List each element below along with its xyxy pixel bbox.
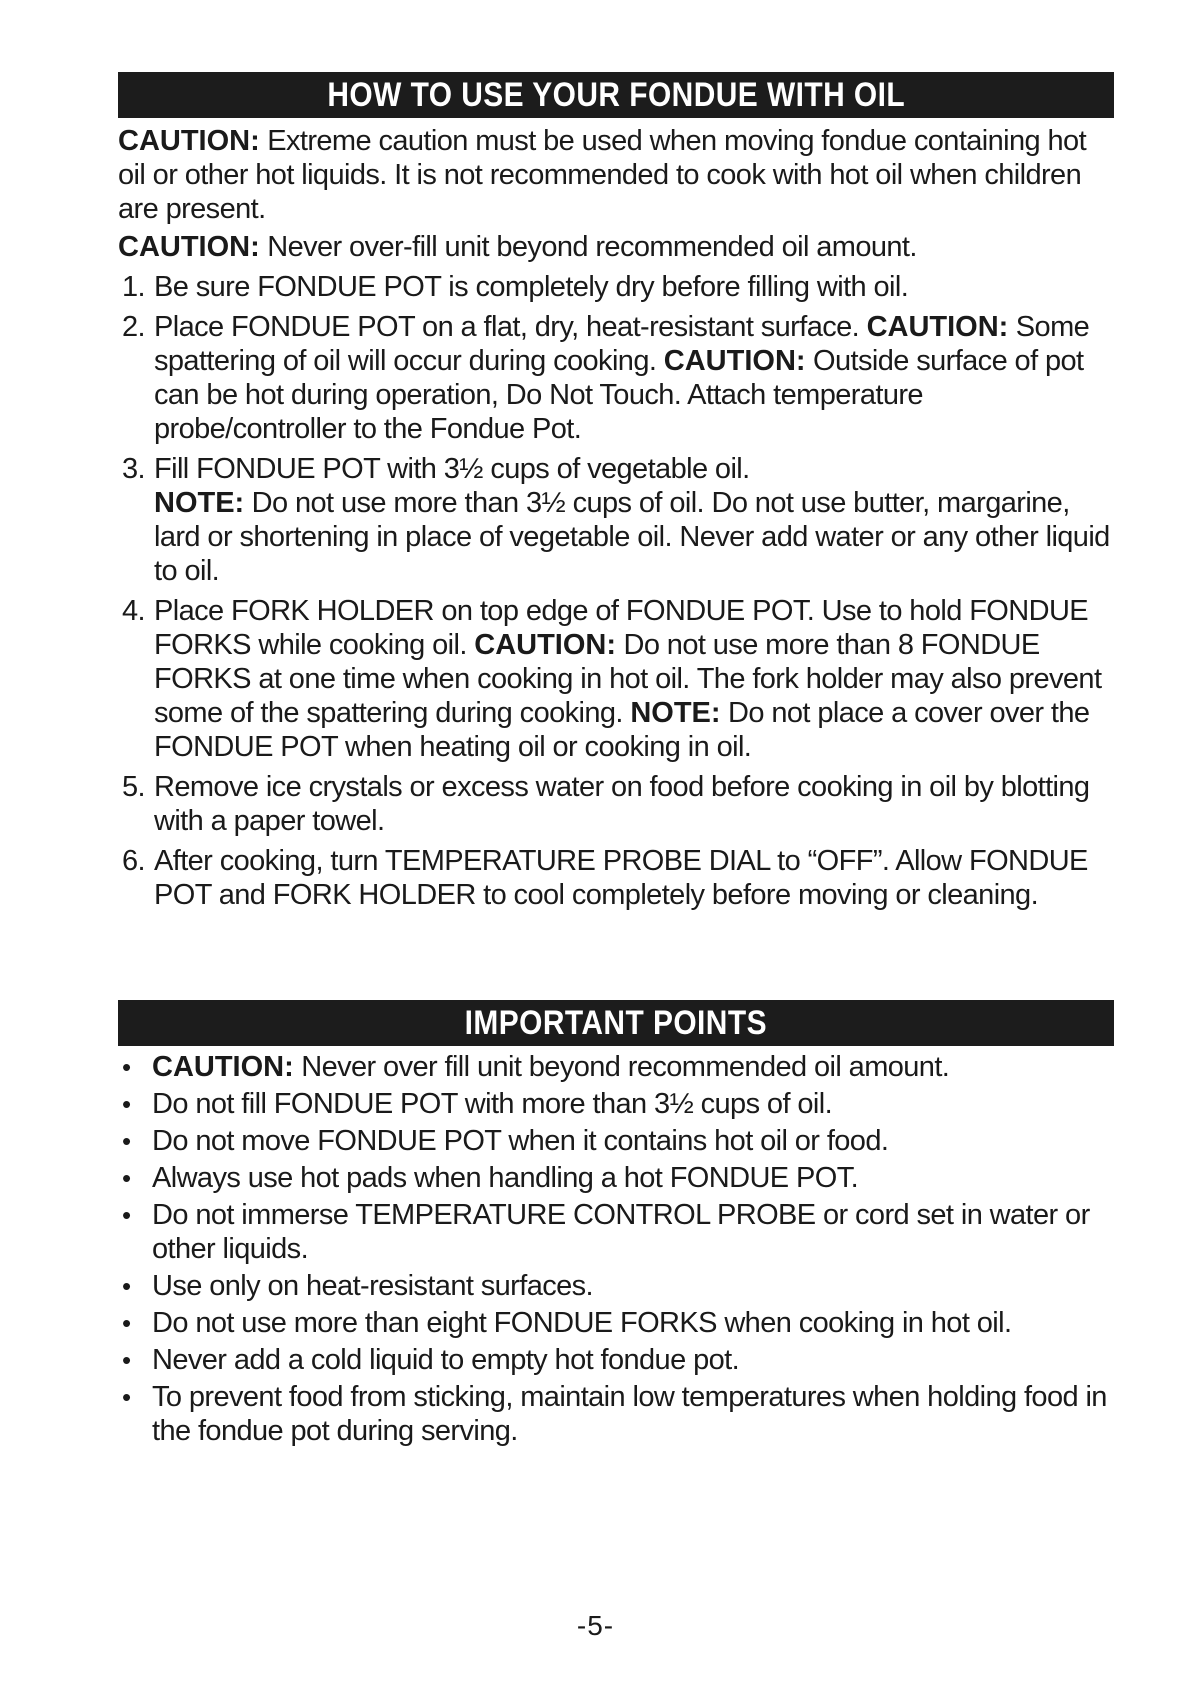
step-text: Do not use more than 8 FONDUE FORKS at one time when cooking in hot oil. The fork holder may also prevent some of the spattering during cooking. [154,629,1102,729]
point-item [118,1343,1114,1377]
step-text: Do not use more than 3½ cups of oil. Do not use butter, margarine, lard or shortening in place of vegetable oil. Never add water or any other liquid to oil. [154,487,1110,587]
important-points-list [118,1050,1114,1448]
caution-text: Never over-fill unit beyond recommended oil amount. [259,231,917,263]
caution-block [118,124,1114,264]
point-text: Do not use more than eight FONDUE FORKS when cooking in hot oil. [152,1307,1012,1339]
step-bold-label: NOTE: [154,487,245,519]
step-text: Remove ice crystals or excess water on food before cooking in oil by blotting with a paper towel. [154,771,1090,837]
step-text: After cooking, turn TEMPERATURE PROBE DIAL to “OFF”. Allow FONDUE POT and FORK HOLDER to cool completely before moving or cleaning. [154,845,1088,911]
point-text: Use only on heat-resistant surfaces. [152,1270,594,1302]
bullet-icon: • [122,1271,131,1301]
step-item [118,310,1114,446]
point-item [118,1306,1114,1340]
step-text: Place FORK HOLDER on top edge of FONDUE POT. Use to hold FONDUE FORKS while cooking oil. [154,595,1089,661]
step-bold-label: CAUTION: [663,345,806,377]
step-bold-label: CAUTION: [474,629,617,661]
step-item [118,270,1114,304]
point-item [118,1087,1114,1121]
point-item [118,1050,1114,1084]
point-item [118,1269,1114,1303]
section-heading-important: IMPORTANT POINTS [118,1000,1114,1046]
step-bold-label: NOTE: [630,697,721,729]
section-heading-oil: HOW TO USE YOUR FONDUE WITH OIL [118,72,1114,118]
step-text: Be sure FONDUE POT is completely dry before filling with oil. [154,271,909,303]
step-number: 3. [122,453,145,485]
caution-paragraph [118,230,1114,264]
point-text: Do not fill FONDUE POT with more than 3½ cups of oil. [152,1088,833,1120]
point-text: Never add a cold liquid to empty hot fondue pot. [152,1344,740,1376]
step-text: Some spattering of oil will occur during cooking. [154,311,1090,377]
step-item [118,770,1114,838]
caution-label: CAUTION: [118,231,260,263]
point-text: Do not move FONDUE POT when it contains hot oil or food. [152,1125,889,1157]
point-text: Never over fill unit beyond recommended oil amount. [293,1051,950,1083]
step-item [118,844,1114,912]
step-item [118,594,1114,764]
step-text: Place FONDUE POT on a flat, dry, heat-resistant surface. [154,311,867,343]
page-number: -5- [576,1610,615,1641]
step-number: 4. [122,595,145,627]
caution-label: CAUTION: [118,125,260,157]
bullet-icon: • [122,1345,131,1375]
step-text: Outside surface of pot can be hot during operation, Do Not Touch. Attach temperature probe/controller to the Fondue Pot. [154,345,1084,445]
bullet-icon: • [122,1052,131,1082]
point-label: CAUTION: [152,1051,294,1083]
step-text: Fill FONDUE POT with 3½ cups of vegetable oil. [154,453,750,485]
steps-list [118,270,1114,912]
caution-text: Extreme caution must be used when moving fondue containing hot oil or other hot liquids. It is not recommended to cook with hot oil when children are present. [118,125,1087,225]
bullet-icon: • [122,1382,131,1412]
step-number: 2. [122,311,145,343]
step-number: 6. [122,845,145,877]
point-item [118,1124,1114,1158]
point-text: To prevent food from sticking, maintain low temperatures when holding food in the fondue pot during serving. [152,1381,1107,1447]
bullet-icon: • [122,1126,131,1156]
manual-page [118,72,1114,1451]
step-number: 1. [122,271,145,303]
point-item [118,1161,1114,1195]
bullet-icon: • [122,1089,131,1119]
bullet-icon: • [122,1163,131,1193]
bullet-icon: • [122,1200,131,1230]
point-text: Always use hot pads when handling a hot FONDUE POT. [152,1162,859,1194]
point-text: Do not immerse TEMPERATURE CONTROL PROBE or cord set in water or other liquids. [152,1199,1090,1265]
bullet-icon: • [122,1308,131,1338]
point-item [118,1380,1114,1448]
step-item [118,452,1114,588]
caution-paragraph [118,124,1114,226]
step-bold-label: CAUTION: [866,311,1009,343]
point-item [118,1198,1114,1266]
step-text: Do not place a cover over the FONDUE POT when heating oil or cooking in oil. [154,697,1090,763]
step-number: 5. [122,771,145,803]
